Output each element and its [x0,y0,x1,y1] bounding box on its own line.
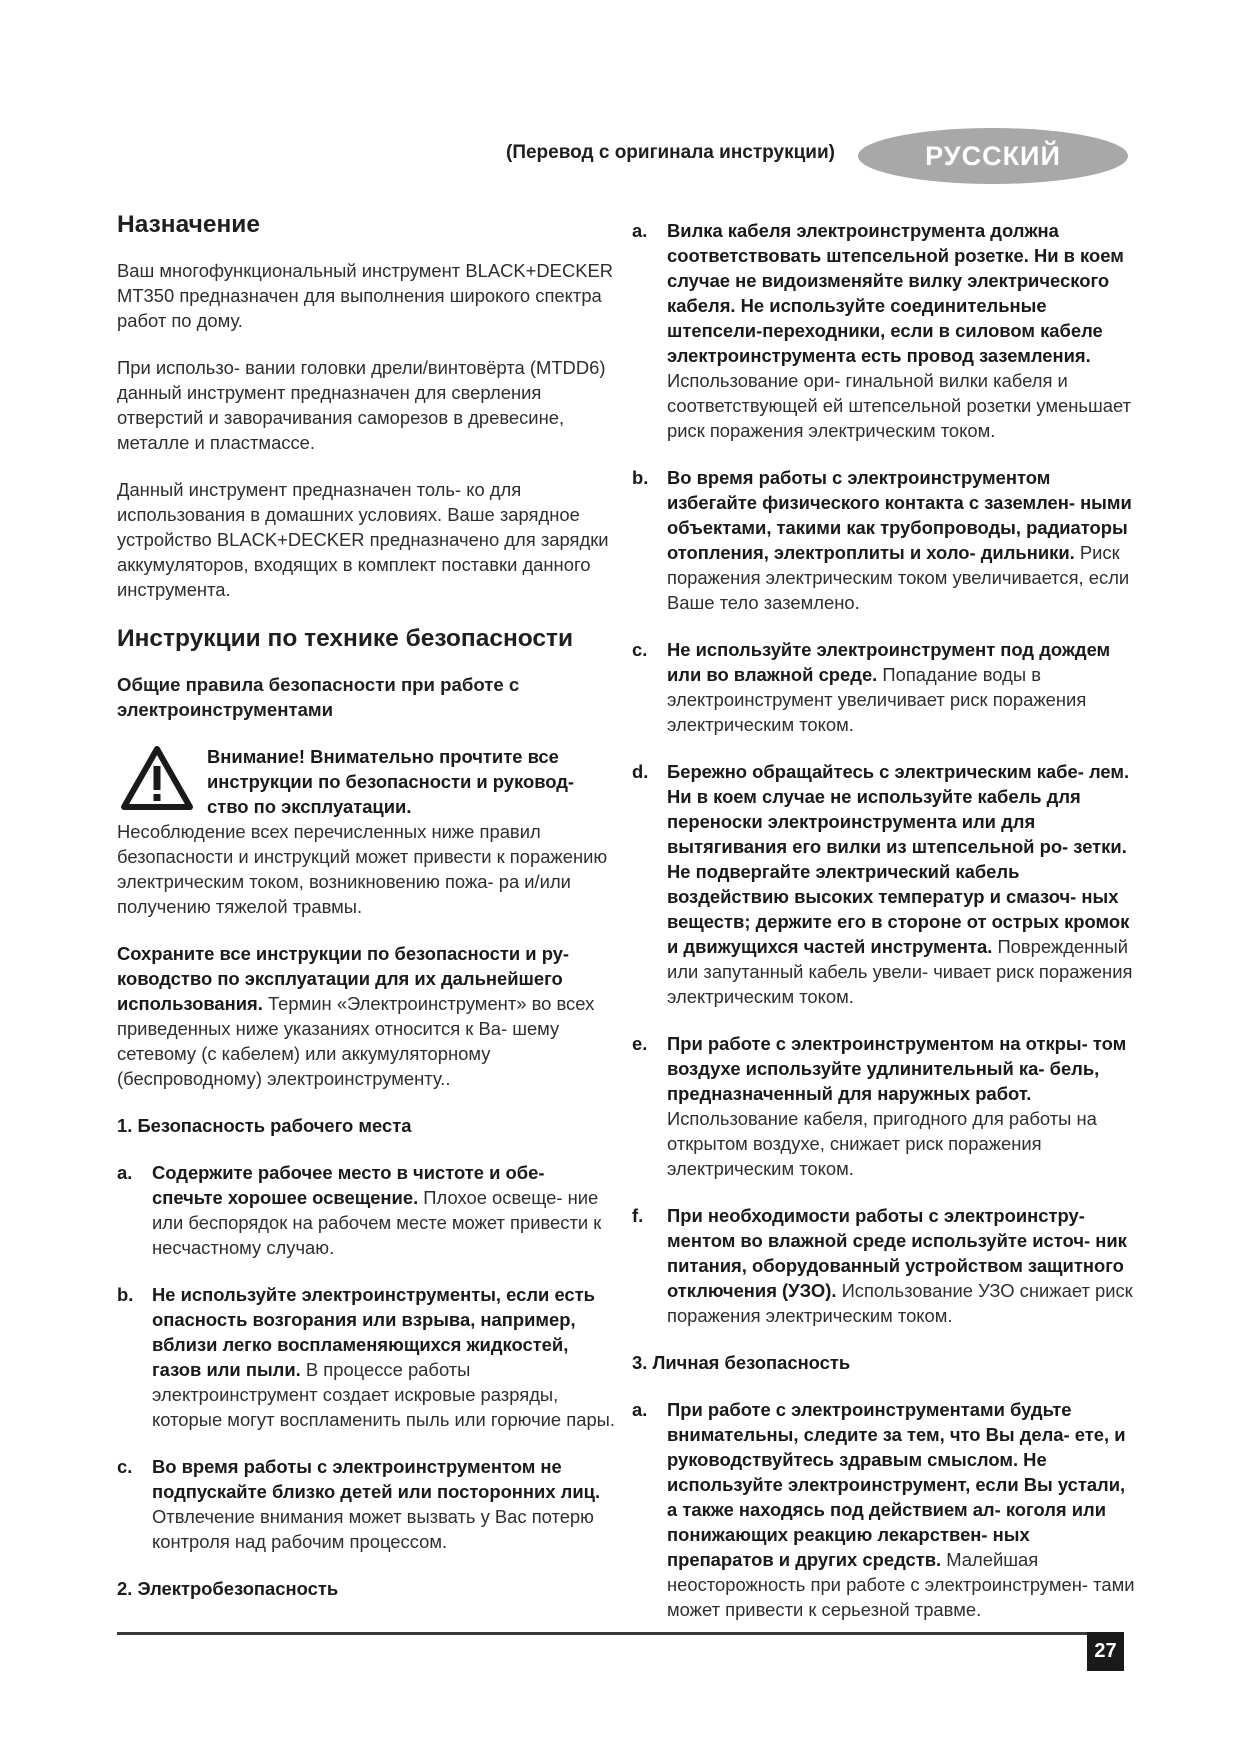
item-bold: Вилка кабеля электроинструмента должна соответствовать штепсельной розетке. Ни в коем случае не видоизменяйте вилку электрического кабеля. Не используйте соединительные штепсели-переходники, если в силовом кабеле электроинструмента есть провод заземления. [667,220,1124,366]
warning-text: Несоблюдение всех перечисленных ниже правил безопасности и инструкций может привести к поражению электрическим током, возникновению пожа- ра и/или получению тяжелой травмы. [117,821,608,917]
left-item-b [117,1282,617,1432]
item-label: b. [632,467,649,488]
item-text: Отвлечение внимания может вызвать у Вас потерю контроля над рабочим процессом. [152,1506,594,1552]
right-item-f [632,1203,1138,1328]
item-label: a. [632,220,648,241]
item-bold: Не используйте электроинструмент под дождем или во влажной среде. [667,639,1111,685]
page-number: 27 [1087,1632,1124,1671]
item-label: a. [632,1399,648,1420]
item-text: Использование ори- гинальной вилки кабеля и соответствующей ей штепсельной розетки уменьшает риск поражения электрическим током. [667,370,1132,441]
section-1-heading: 1. Безопасность рабочего места [117,1115,412,1136]
item-label: e. [632,1033,648,1054]
language-badge: РУССКИЙ [858,128,1128,184]
warning-triangle-icon [121,746,193,810]
right-item-c [632,637,1138,737]
left-column [117,210,617,1623]
translation-note: (Перевод с оригинала инструкции) [506,142,835,163]
item-text: Использование УЗО снижает риск поражения электрическим током. [667,1280,1133,1326]
item-bold: Не используйте электроинструменты, если есть опасность возгорания или взрыва, например, вблизи легко воспламеняющихся жидкостей, газов или пыли. [152,1284,595,1380]
right-column [632,218,1138,1644]
item-label: d. [632,761,649,782]
general-rules-heading: Общие правила безопасности при работе с электроинструментами [117,674,520,720]
item-label: f. [632,1205,644,1226]
item-label: c. [632,639,648,660]
right-item-b [632,465,1138,615]
item-bold: При работе с электроинструментом на откры- том воздухе используйте удлинительный ка- бель, предназначенный для наружных работ. [667,1033,1127,1104]
warning-bold-text: Внимание! Внимательно прочтите все инструкции по безопасности и руковод- ство по эксплуатации. [207,746,575,817]
item-bold: Бережно обращайтесь с электрическим кабе- лем. Ни в коем случае не используйте кабель для переноски электроинструмента или для вытягивания его вилки из штепсельной ро- зетки. Не подвергайте электрический кабель воздействию высоких температур и смазоч- ных веществ; держите его в стороне от острых кромок и движущихся частей инструмента. [667,761,1130,957]
right-item-d [632,759,1138,1009]
item-bold: Во время работы с электроинструментом избегайте физического контакта с заземлен- ными объектами, такими как трубопроводы, радиаторы отопления, электроплиты и холо- дильники. [667,467,1132,563]
item-bold: При работе с электроинструментами будьте внимательны, следите за тем, что Вы дела- ете, и руководствуйтесь здравым смыслом. Не используйте электроинструмент, если Вы устали, а также находясь под действием ал- коголя или понижающих реакцию лекарствен- ных препаратов и других средств. [667,1399,1126,1570]
item-text: В процессе работы электроинструмент создает искровые разряды, которые могут воспламенить пыль или горючие пары. [152,1359,615,1430]
purpose-heading: Назначение [117,211,260,238]
section-3-heading: 3. Личная безопасность [632,1352,851,1373]
footer-divider [117,1632,1124,1635]
item-bold: Во время работы с электроинструментом не подпускайте близко детей или посторонних лиц. [152,1456,601,1502]
item-text: Малейшая неосторожность при работе с электроинструмен- тами может привести к серьезной травме. [667,1549,1135,1620]
save-instructions-bold: Сохраните все инструкции по безопасности и ру- ководство по эксплуатации для их дальнейшего использования. [117,943,570,1014]
section-2-heading: 2. Электробезопасность [117,1578,339,1599]
item-text: Риск поражения электрическим током увеличивается, если Ваше тело заземлено. [667,542,1130,613]
warning-block [117,744,617,919]
item-text: Плохое освеще- ние или беспорядок на рабочем месте может привести к несчастному случаю. [152,1187,602,1258]
left-item-a [117,1160,617,1260]
item-text: Попадание воды в электроинструмент увеличивает риск поражения электрическим током. [667,664,1087,735]
purpose-paragraph-2: При использо- вании головки дрели/винтовёрта (MTDD6) данный инструмент предназначен для сверления отверстий и заворачивания саморезов в древесине, металле и пластмассе. [117,357,606,453]
right-item-3a [632,1397,1138,1622]
item-text: Использование кабеля, пригодного для работы на открытом воздухе, снижает риск поражения электрическим током. [667,1108,1097,1179]
item-text: Поврежденный или запутанный кабель увели- чивает риск поражения электрическим током. [667,936,1133,1007]
item-label: c. [117,1456,133,1477]
item-bold: При необходимости работы с электроинстру- ментом во влажной среде используйте источ- ник питания, оборудованный устройством защитного отключения (УЗО). [667,1205,1127,1301]
save-instructions-paragraph [117,941,617,1091]
save-instructions-text: Термин «Электроинструмент» во всех приведенных ниже указаниях относится к Ва- шему сетевому (с кабелем) или аккумуляторному (беспроводному) электроинструменту.. [117,993,595,1089]
left-item-c [117,1454,617,1554]
safety-heading: Инструкции по технике безопасности [117,625,574,652]
right-item-e [632,1031,1138,1181]
item-label: a. [117,1162,133,1183]
purpose-paragraph-1: Ваш многофункциональный инструмент BLACK+DECKER MT350 предназначен для выполнения широкого спектра работ по дому. [117,260,614,331]
item-label: b. [117,1284,134,1305]
right-item-a [632,218,1138,443]
item-bold: Содержите рабочее место в чистоте и обе- спечьте хорошее освещение. [152,1162,545,1208]
purpose-paragraph-3: Данный инструмент предназначен толь- ко для использования в домашних условиях. Ваше зарядное устройство BLACK+DECKER предназначено для зарядки аккумуляторов, входящих в комплект поставки данного инструмента. [117,479,609,600]
